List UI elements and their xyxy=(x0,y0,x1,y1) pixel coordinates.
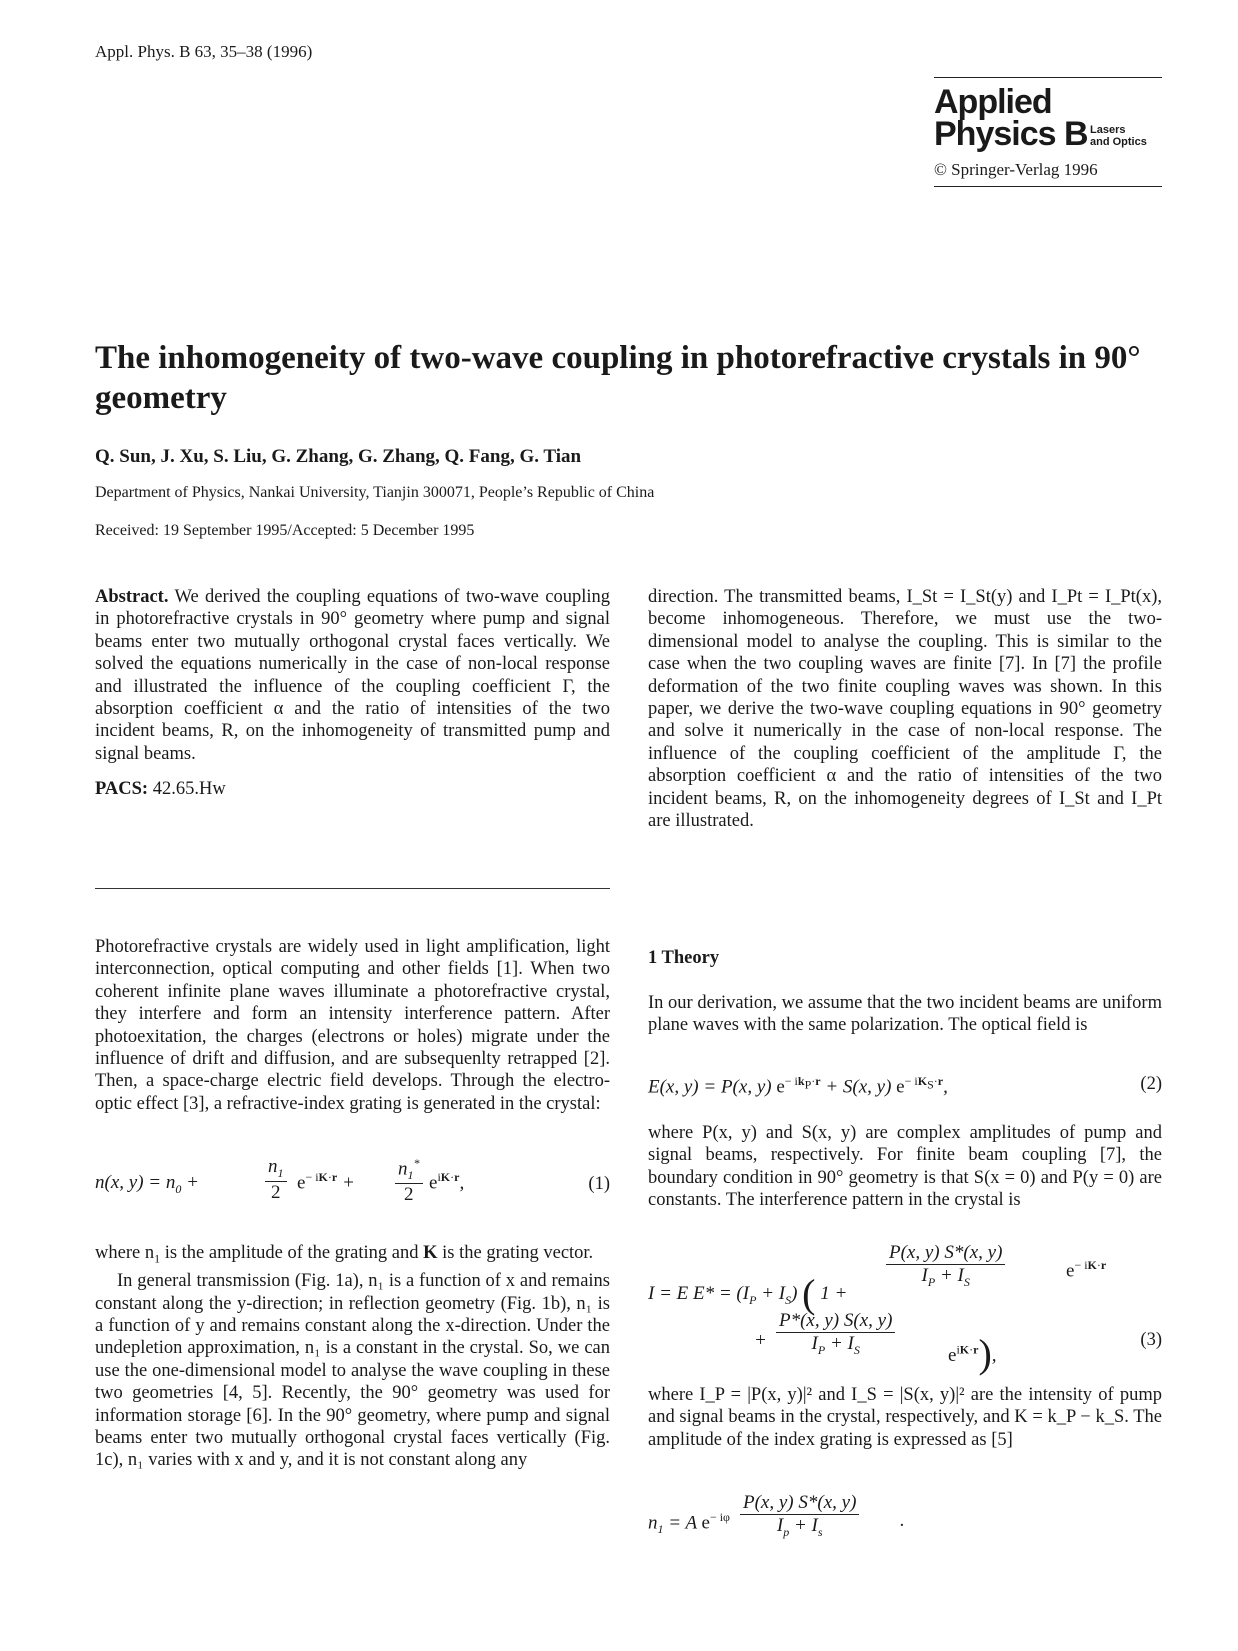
abstract xyxy=(95,586,610,765)
boundary-paragraph: where P(x, y) and S(x, y) are complex amplitudes of pump and signal beams, respectively. For finite beam coupling [7], the boundary condition in 90° geometry is that S(x = 0) and P(y = 0) are constants. The interference pattern in the crystal is xyxy=(648,1123,1162,1211)
equation-3-number: (3) xyxy=(1140,1330,1162,1350)
equation-1-number: (1) xyxy=(588,1174,610,1194)
left-body-paragraph-2: where $n_1$ is the amplitude of the grating and K is the grating vector. In general transmission (Fig. 1a), n₁ is a function of x and remains constant along the y-direction; in reflection geometry (Fig. 1b), n₁ is a function of y and remains constant along the x-direction. Under the undepletion approximation, n₁ is a constant in the crystal. So, we can use the one-dimensional model to analyse the wave coupling in these two geometries [4, 5]. Recently, the 90° geometry was used for information storage [6]. In the 90° geometry, where pump and signal beams enter two mutually orthogonal crystal faces vertically (Fig. 1c), n₁ varies with x and y, and it is not constant along any xyxy=(95,1243,610,1471)
affiliation: Department of Physics, Nankai University, Tianjin 300071, People’s Republic of China xyxy=(95,484,655,501)
journal-logo-sub1: Lasers xyxy=(1090,124,1126,136)
equation-2: E(x, y) = P(x, y) $e^{- ik_P\cdot r} + S(x$, y) $e^{- iK_S\cdot r}$, (2) xyxy=(648,1074,1162,1098)
abstract-divider xyxy=(95,888,610,889)
continuation-paragraph: direction. The transmitted beams, I_St = I_St(y) and I_Pt = I_Pt(x), become inhomogeneous. Therefore, we must use the two-dimensional model to analyse the coupling. This is similar to the case when the two coupling waves are finite [7]. In [7] the profile deformation of the two finite coupling waves was shown. In this paper, we derive the two-wave coupling equations in 90° geometry and solve it numerically in the case of non-local response. The influence of the coupling coefficient of the amplitude Γ, the absorption coefficient α and the ratio of intensities of the two incident beams, R, on the inhomogeneity degrees of I_St and I_Pt are illustrated. xyxy=(648,587,1162,832)
journal-logo-sub2: and Optics xyxy=(1090,136,1147,148)
equation-3: I = E $E* = (I_P + I_S)$ ( 1 + $\frac{P(x, y) S*(x, y)}{I_P + I_S}$ $e^{- iK\cdot r}$ + $\frac{P*(x, y) S(x, y)}{I_P + I_S}$ $e^{iK\cdot r}$), (3) xyxy=(648,1242,1162,1376)
geometry-paragraph: In general transmission (Fig. 1a), n₁ is a function of x and remains constant along the y-direction; in reflection geometry (Fig. 1b), n₁ is a function of y and remains constant along the x-direction. Under the undepletion approximation, n₁ is a constant in the crystal. So, we can use the one-dimensional model to analyse the wave coupling in these two geometries [4, 5]. Recently, the 90° geometry was used for information storage [6]. In the 90° geometry, where pump and signal beams enter two mutually orthogonal crystal faces vertically (Fig. 1c), n₁ varies with x and y, and it is not constant along any xyxy=(95,1271,610,1471)
grating-text-a: where n xyxy=(95,1243,155,1263)
abstract-label: Abstract. xyxy=(95,587,169,607)
intensity-paragraph: where I_P = |P(x, y)|² and I_S = |S(x, y)|² are the intensity of pump and signal beams in the crystal, respectively, and K = k_P − k_S. The amplitude of the index grating is expressed as [5] xyxy=(648,1385,1162,1450)
logo-top-rule xyxy=(934,77,1162,78)
section-heading-theory: 1 Theory xyxy=(648,948,720,968)
article-title: The inhomogeneity of two-wave coupling in photorefractive crystals in 90° geometry xyxy=(95,340,1141,416)
journal-logo-subtitle xyxy=(1090,124,1147,148)
author-list: Q. Sun, J. Xu, S. Liu, G. Zhang, G. Zhang, Q. Fang, G. Tian xyxy=(95,446,582,467)
right-body-paragraph-2 xyxy=(648,992,1162,1037)
abstract-text: We derived the coupling equations of two-wave coupling in photorefractive crystals in 90° geometry where pump and signal beams enter two mutually orthogonal crystal faces vertically. We solved the equations numerically in the case of non-local response and illustrated the influence of the coupling coefficient Γ, the absorption coefficient α and the ratio of intensities of the two incident beams, R, on the inhomogeneity of transmitted pump and signal beams. xyxy=(95,587,610,764)
right-body-paragraph-4 xyxy=(648,1384,1162,1451)
grating-text-b: is the amplitude of the grating and xyxy=(160,1243,424,1263)
grating-text-c: K xyxy=(423,1243,438,1263)
pacs-label: PACS: xyxy=(95,779,149,799)
copyright: © Springer-Verlag 1996 xyxy=(934,160,1098,179)
journal-logo-line1: Applied xyxy=(934,83,1052,121)
pacs-value: 42.65.Hw xyxy=(152,779,226,799)
right-body-paragraph-1 xyxy=(648,586,1162,832)
left-body-paragraph-1 xyxy=(95,936,610,1115)
intro-paragraph: Photorefractive crystals are widely used in light amplification, light interconnection, optical computing and other fields [1]. When two coherent infinite plane waves illuminate a photorefractive crystal, they interfere and form an intensity interference pattern. After photoexitation, the charges (electrons or holes) migrate under the influence of drift and diffusion, and are subsequenlty retrapped [2]. Then, a space-charge electric field develops. Through the electro-optic effect [3], a refractive-index grating is generated in the crystal: xyxy=(95,937,610,1114)
equation-1: n(x, $y) = n_0$ + $\frac{n_1}{2}$ $e^{- iK\cdot r}$ + $\frac{n_1^*}{2}$ $e^{iK\cdot r}$, (1) xyxy=(95,1156,610,1206)
journal-citation: Appl. Phys. B 63, 35–38 (1996) xyxy=(95,42,313,61)
derivation-paragraph: In our derivation, we assume that the two incident beams are uniform plane waves with the same polarization. The optical field is xyxy=(648,993,1162,1036)
grating-text-d: is the grating vector. xyxy=(437,1243,594,1263)
pacs xyxy=(95,778,610,800)
received-dates: Received: 19 September 1995/Accepted: 5 December 1995 xyxy=(95,522,475,539)
equation-2-number: (2) xyxy=(1140,1074,1162,1094)
equation-4: $n_1 = A$ $e^{- i\varphi}$ $\frac{P(x, y) S*(x, y)}{I_p + I_s}$ . xyxy=(648,1492,905,1539)
journal-logo-line2: Physics B xyxy=(934,115,1088,153)
logo-bottom-rule xyxy=(934,186,1162,187)
right-body-paragraph-3 xyxy=(648,1122,1162,1212)
